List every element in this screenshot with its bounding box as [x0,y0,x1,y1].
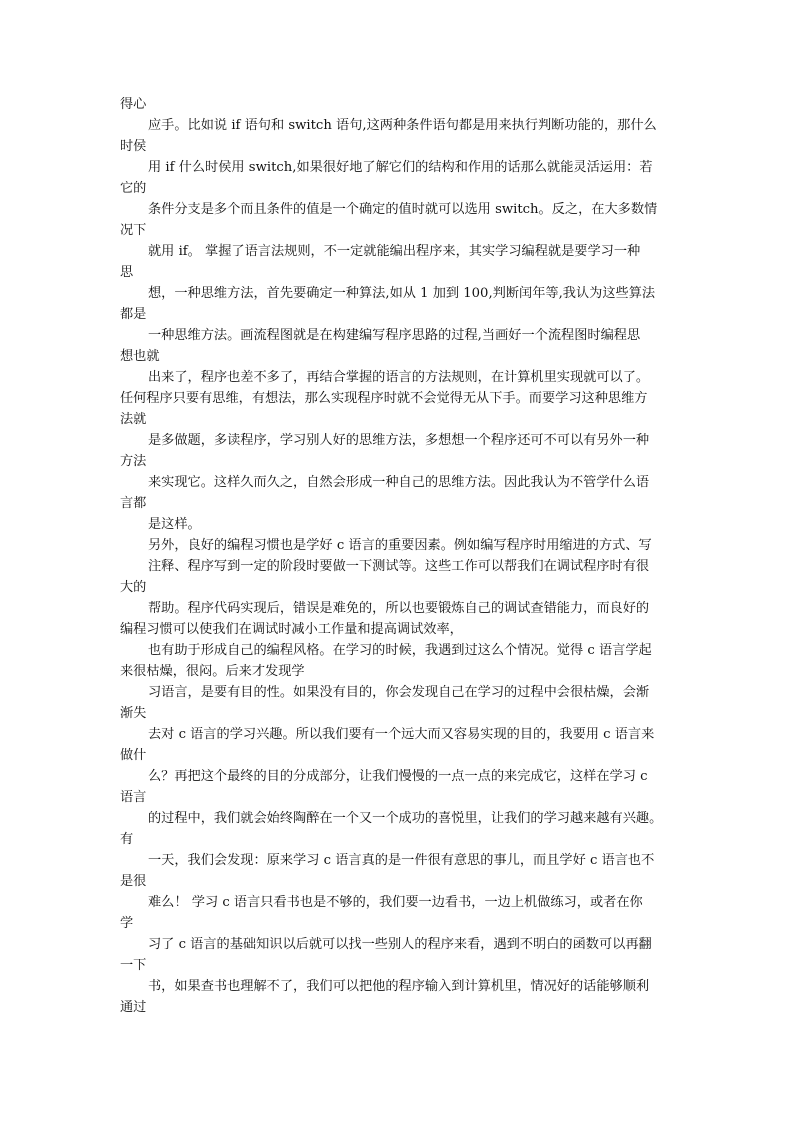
text-line: 就用 if。 掌握了语言法规则，不一定就能编出程序来，其实学习编程就是要学习一种 [148,244,641,259]
text-line: 用 if 什么时侯用 switch,如果很好地了解它们的结构和作用的话那么就能灵活运用：若 [148,160,653,175]
text-line: 去对 c 语言的学习兴趣。所以我们要有一个远大而又容易实现的目的，我要用 c 语言来 [148,727,655,742]
text-line: 一下 [120,958,147,973]
text-line: 帮助。程序代码实现后，错误是难免的，所以也要锻炼自己的调试查错能力，而良好的 [148,601,650,616]
text-line: 习语言，是要有目的性。如果没有目的，你会发现自己在学习的过程中会很枯燥，会渐 [148,685,650,700]
text-line: 编程习惯可以使我们在调试时减小工作量和提高调试效率， [120,622,463,637]
text-line: 它的 [120,181,147,196]
text-line: 方法 [120,454,147,469]
body-text [120,94,686,1018]
text-line: 得心 [120,97,147,112]
text-line: 是很 [120,874,147,889]
text-line: 任何程序只要有思维，有想法，那么实现程序时就不会觉得无从下手。而要学习这种思维方 [120,391,648,406]
text-line: 的过程中，我们就会始终陶醉在一个又一个成功的喜悦里，让我们的学习越来越有兴趣。 [148,811,663,826]
text-line: 有 [120,832,134,847]
text-line: 难么！ 学习 c 语言只看书也是不够的，我们要一边看书，一边上机做练习，或者在你 [148,895,643,910]
text-line: 书，如果查书也理解不了，我们可以把他的程序输入到计算机里，情况好的话能够顺利 [148,979,650,994]
text-line: 况下 [120,223,147,238]
text-line: 也有助于形成自己的编程风格。在学习的时候，我遇到过这么个情况。觉得 c 语言学起 [148,643,652,658]
text-line: 来实现它。这样久而久之，自然会形成一种自己的思维方法。因此我认为不管学什么语 [148,475,650,490]
text-line: 来很枯燥，很闷。后来才发现学 [120,664,305,679]
text-line: 思 [120,265,134,280]
text-line: 做什 [120,748,147,763]
text-line: 应手。比如说 if 语句和 switch 语句,这两种条件语句都是用来执行判断功能的，那什么 [148,118,657,133]
text-line: 想也就 [120,349,160,364]
text-line: 另外，良好的编程习惯也是学好 c 语言的重要因素。例如编写程序时用缩进的方式、写 [148,538,652,553]
text-line: 一天，我们会发现：原来学习 c 语言真的是一件很有意思的事儿，而且学好 c 语言也不 [148,853,655,868]
text-line: 出来了，程序也差不多了，再结合掌握的语言的方法规则，在计算机里实现就可以了。 [148,370,650,385]
text-line: 是多做题，多读程序，学习别人好的思维方法，多想想一个程序还可不可以有另外一种 [148,433,650,448]
text-line: 想，一种思维方法，首先要确定一种算法,如从 1 加到 100,判断闰年等,我认为这些算法 [148,286,656,301]
text-line: 通过 [120,1000,147,1015]
text-line: 学 [120,916,134,931]
text-line: 条件分支是多个而且条件的值是一个确定的值时就可以选用 switch。反之，在大多数情 [148,202,658,217]
text-line: 法就 [120,412,147,427]
text-line: 习了 c 语言的基础知识以后就可以找一些别人的程序来看，遇到不明白的函数可以再翻 [148,937,652,952]
text-line: 语言 [120,790,147,805]
text-line: 么？再把这个最终的目的分成部分，让我们慢慢的一点一点的来完成它，这样在学习 c [148,769,648,784]
text-line: 一种思维方法。画流程图就是在构建编写程序思路的过程,当画好一个流程图时编程思 [148,328,641,343]
text-line: 是这样。 [148,517,201,532]
text-line: 注释、程序写到一定的阶段时要做一下测试等。这些工作可以帮我们在调试程序时有很 [148,559,650,574]
text-line: 言都 [120,496,147,511]
text-line: 时侯 [120,139,147,154]
text-line: 都是 [120,307,147,322]
text-line: 大的 [120,580,147,595]
text-line: 渐失 [120,706,147,721]
